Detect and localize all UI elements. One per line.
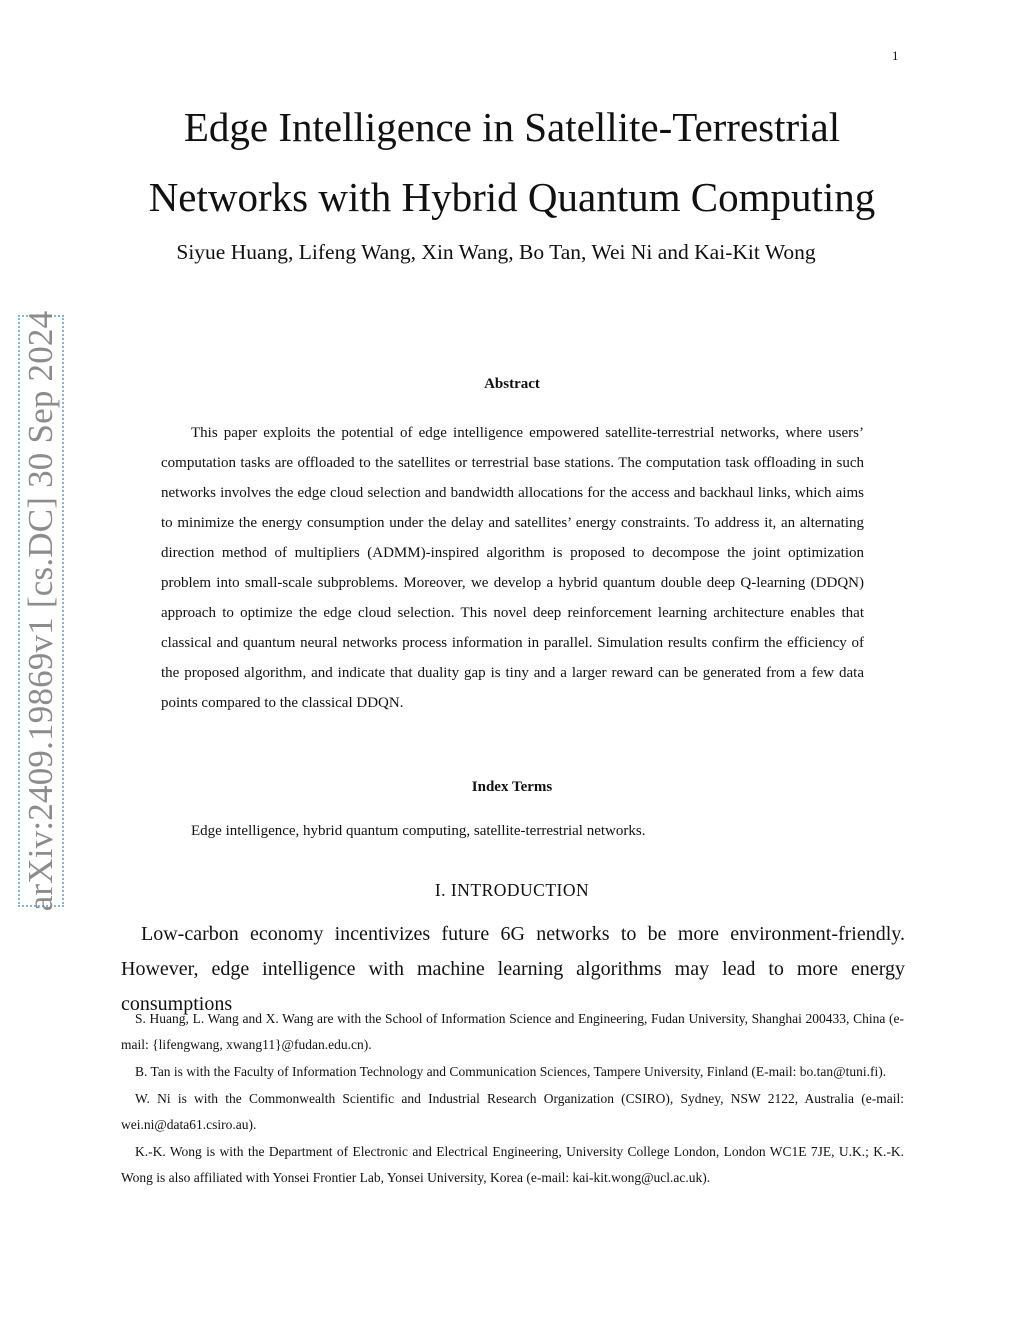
footnote: K.-K. Wong is with the Department of Electronic and Electrical Engineering, University College London, London WC1E 7JE, U.K.; K.-K. Wong is also affiliated with Yonsei Frontier Lab, Yonsei University, Korea (e-mail: kai-kit.wong@ucl.ac.uk). [121, 1144, 904, 1185]
abstract-heading: Abstract [484, 376, 540, 392]
index-terms-text: Edge intelligence, hybrid quantum computing, satellite-terrestrial networks. [191, 823, 646, 839]
title-line: Networks with Hybrid Quantum Computing [148, 174, 876, 220]
footnote: B. Tan is with the Faculty of Information Technology and Communication Sciences, Tampere University, Finland (E-mail: bo.tan@tuni.fi). [135, 1064, 887, 1079]
section-heading-introduction: I. INTRODUCTION [434, 880, 590, 900]
abstract-text: This paper exploits the potential of edge intelligence empowered satellite-terrestrial networks, where users’ computation tasks are offloaded to the satellites or terrestrial base stations. The computation task offloading in such networks involves the edge cloud selection and bandwidth allocations for the access and backhaul links, which aims to minimize the energy consumption under the delay and satellites’ energy constraints. To address it, an alternating direction method of multipliers (ADMM)-inspired algorithm is proposed to decompose the joint optimization problem into small-scale subproblems. Moreover, we develop a hybrid quantum double deep Q-learning (DDQN) approach to optimize the edge cloud selection. This novel deep reinforcement learning architecture enables that classical and quantum neural networks process information in parallel. Simulation results confirm the efficiency of the proposed algorithm, and indicate that duality gap is tiny and a larger reward can be generated from a few data points compared to the classical DDQN. [161, 425, 864, 711]
author-list: Siyue Huang, Lifeng Wang, Xin Wang, Bo Tan, Wei Ni and Kai-Kit Wong [176, 240, 816, 264]
introduction-text: Low-carbon economy incentivizes future 6G networks to be more environment-friendly. However, edge intelligence with machine learning algorithms may lead to more energy consumptions [121, 923, 905, 1015]
arxiv-stamp[interactable]: arXiv:2409.19869v1 [cs.DC] 30 Sep 2024 [21, 310, 60, 912]
page-number: 1 [892, 48, 899, 63]
title-line: Edge Intelligence in Satellite-Terrestrial [183, 104, 841, 150]
footnote: W. Ni is with the Commonwealth Scientific and Industrial Research Organization (CSIRO), Sydney, NSW 2122, Australia (e-mail: wei.ni@data61.csiro.au). [121, 1091, 904, 1132]
footnotes [121, 1006, 904, 1192]
index-terms-heading: Index Terms [471, 779, 553, 795]
paper-title [0, 92, 1024, 232]
footnote: S. Huang, L. Wang and X. Wang are with the School of Information Science and Engineering, Fudan University, Shanghai 200433, China (e-mail: {lifengwang, xwang11}@fudan.edu.cn). [121, 1011, 904, 1052]
